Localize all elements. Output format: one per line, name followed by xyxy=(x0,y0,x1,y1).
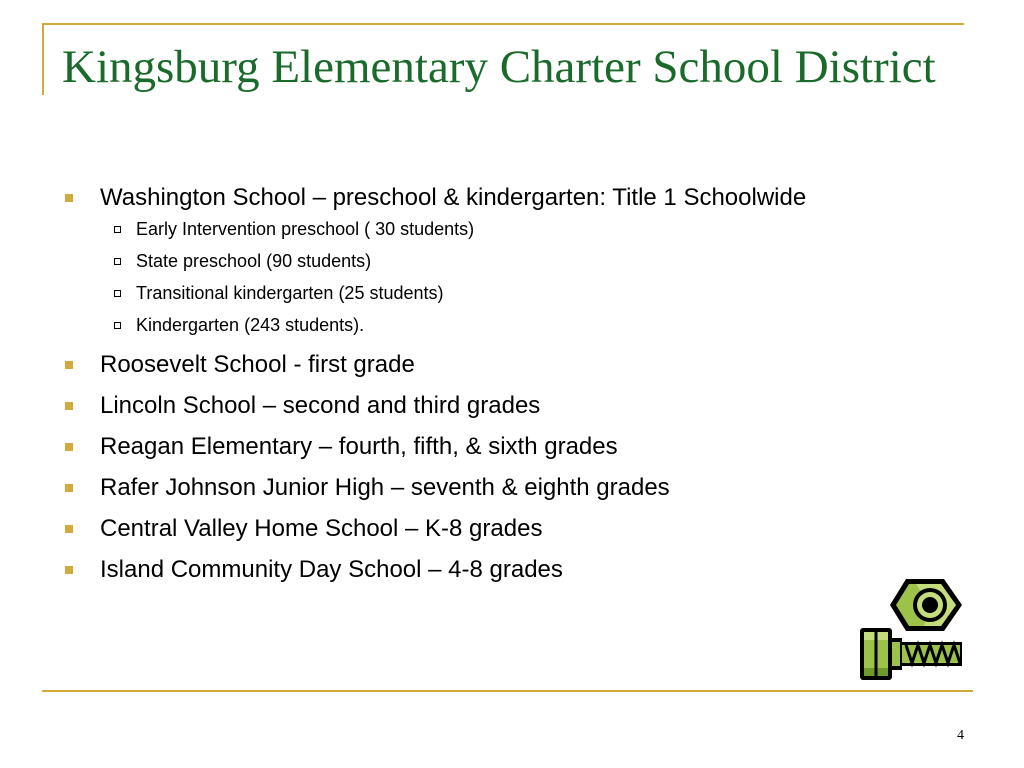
hollow-square-bullet-icon xyxy=(114,226,121,233)
sub-list-item-text: Early Intervention preschool ( 30 students) xyxy=(136,219,475,239)
square-bullet-icon xyxy=(65,443,73,451)
sub-list-item xyxy=(100,218,962,240)
list-item-text: Reagan Elementary – fourth, fifth, & sixth grades xyxy=(100,433,618,460)
list-item xyxy=(62,391,962,420)
list-item-text: Lincoln School – second and third grades xyxy=(100,392,541,419)
bullet-list xyxy=(62,183,962,596)
frame-left-rule xyxy=(42,23,44,95)
sub-list-item xyxy=(100,250,962,272)
square-bullet-icon xyxy=(65,194,73,202)
list-item xyxy=(62,183,962,336)
bolt-icon xyxy=(860,628,962,680)
sub-list-item xyxy=(100,314,962,336)
nut-icon xyxy=(890,579,962,631)
square-bullet-icon xyxy=(65,402,73,410)
list-item xyxy=(62,432,962,461)
hollow-square-bullet-icon xyxy=(114,290,121,297)
list-item-text: Washington School – preschool & kindergarten: Title 1 Schoolwide xyxy=(100,184,807,211)
square-bullet-icon xyxy=(65,361,73,369)
hollow-square-bullet-icon xyxy=(114,322,121,329)
square-bullet-icon xyxy=(65,566,73,574)
list-item xyxy=(62,473,962,502)
sub-list-item-text: Transitional kindergarten (25 students) xyxy=(136,283,444,303)
bolt-and-nut-icon xyxy=(858,576,966,682)
square-bullet-icon xyxy=(65,484,73,492)
sub-list-item xyxy=(100,282,962,304)
list-item xyxy=(62,555,962,584)
sub-list-item-text: Kindergarten (243 students). xyxy=(136,315,365,335)
square-bullet-icon xyxy=(65,525,73,533)
frame-bottom-rule xyxy=(42,690,973,692)
slide-title: Kingsburg Elementary Charter School District xyxy=(62,41,936,93)
list-item-text: Central Valley Home School – K-8 grades xyxy=(100,515,543,542)
list-item xyxy=(62,350,962,379)
list-item-text: Rafer Johnson Junior High – seventh & eighth grades xyxy=(100,474,670,501)
list-item-text: Roosevelt School - first grade xyxy=(100,351,415,378)
list-item xyxy=(62,514,962,543)
sub-bullet-list xyxy=(100,218,962,336)
page-number: 4 xyxy=(957,728,964,743)
frame-top-rule xyxy=(42,23,964,25)
sub-list-item-text: State preschool (90 students) xyxy=(136,251,372,271)
hollow-square-bullet-icon xyxy=(114,258,121,265)
list-item-text: Island Community Day School – 4-8 grades xyxy=(100,556,563,583)
